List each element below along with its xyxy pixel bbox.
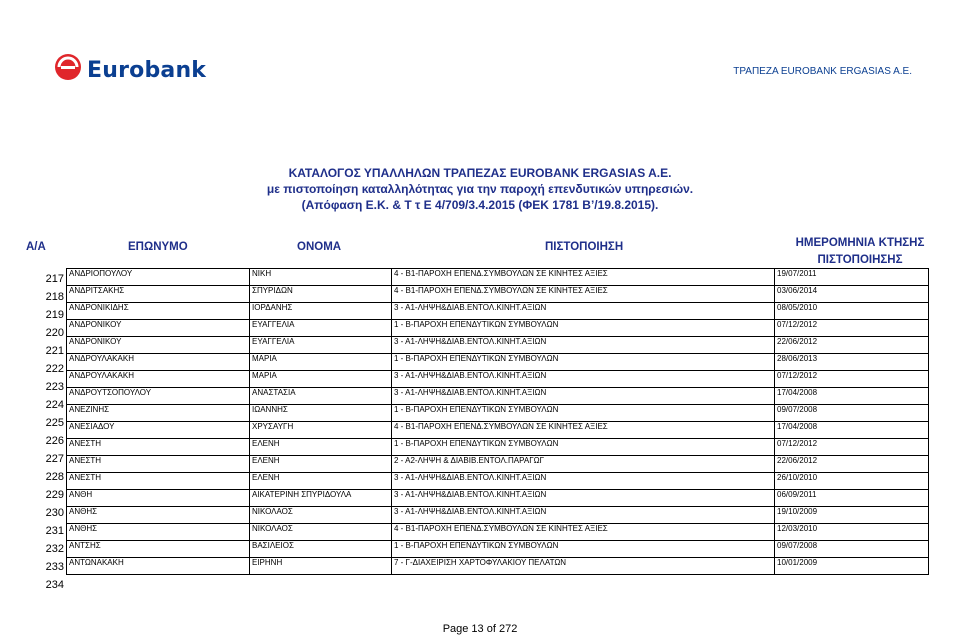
cell-name: ΝΙΚΗ: [250, 269, 392, 286]
cell-date: 07/12/2012: [775, 439, 929, 456]
cell-date: 26/10/2010: [775, 473, 929, 490]
cell-surname: ΑΝΔΡΟΝΙΚΟΥ: [67, 320, 250, 337]
row-number: 230: [45, 507, 64, 519]
cell-certification: 4 - Β1-ΠΑΡΟΧΗ ΕΠΕΝΔ.ΣΥΜΒΟΥΛΩΝ ΣΕ ΚΙΝΗΤΕΣ ΑΞΙΕΣ: [392, 422, 775, 439]
table-row: [67, 269, 929, 286]
cell-date: 17/04/2008: [775, 422, 929, 439]
table-row: [67, 337, 929, 354]
row-number: 232: [45, 543, 64, 555]
cell-certification: 1 - Β-ΠΑΡΟΧΗ ΕΠΕΝΔΥΤΙΚΩΝ ΣΥΜΒΟΥΛΩΝ: [392, 405, 775, 422]
table-row: [67, 286, 929, 303]
document-title: [0, 165, 960, 213]
cell-date: 07/12/2012: [775, 371, 929, 388]
row-number: 217: [45, 273, 64, 285]
cell-date: 03/06/2014: [775, 286, 929, 303]
table-row: [67, 320, 929, 337]
cell-name: ΧΡΥΣΑΥΓΗ: [250, 422, 392, 439]
cell-surname: ΑΝΕΣΤΗ: [67, 473, 250, 490]
row-number: 227: [45, 453, 64, 465]
row-number: 222: [45, 363, 64, 375]
cell-name: ΑΝΑΣΤΑΣΙΑ: [250, 388, 392, 405]
table-row: [67, 507, 929, 524]
cell-surname: ΑΝΔΡΟΥΛΑΚΑΚΗ: [67, 371, 250, 388]
cell-name: ΑΙΚΑΤΕΡΙΝΗ ΣΠΥΡΙΔΟΥΛΑ: [250, 490, 392, 507]
column-header-date-line2: ΠΙΣΤΟΠΟΙΗΣΗΣ: [817, 254, 903, 266]
cell-name: ΒΑΣΙΛΕΙΟΣ: [250, 541, 392, 558]
table-row: [67, 524, 929, 541]
cell-surname: ΑΝΕΣΙΑΔΟΥ: [67, 422, 250, 439]
cell-surname: ΑΝΤΣΗΣ: [67, 541, 250, 558]
row-number: 231: [45, 525, 64, 537]
table-row: [67, 371, 929, 388]
cell-name: ΕΥΑΓΓΕΛΙΑ: [250, 320, 392, 337]
logo-text: Eurobank: [87, 58, 207, 83]
cell-certification: 3 - Α1-ΛΗΨΗ&ΔΙΑΒ.ΕΝΤΟΛ.ΚΙΝΗΤ.ΑΞΙΩΝ: [392, 388, 775, 405]
cell-name: ΝΙΚΟΛΑΟΣ: [250, 524, 392, 541]
cell-name: ΣΠΥΡΙΔΩΝ: [250, 286, 392, 303]
cell-certification: 2 - Α2-ΛΗΨΗ & ΔΙΑΒΙΒ.ΕΝΤΟΛ.ΠΑΡΑΓΩΓ: [392, 456, 775, 473]
cell-date: 28/06/2013: [775, 354, 929, 371]
row-number: 226: [45, 435, 64, 447]
cell-date: 09/07/2008: [775, 541, 929, 558]
cell-name: ΜΑΡΙΑ: [250, 354, 392, 371]
cell-surname: ΑΝΕΣΤΗ: [67, 439, 250, 456]
cell-name: ΕΛΕΝΗ: [250, 439, 392, 456]
cell-surname: ΑΝΤΩΝΑΚΑΚΗ: [67, 558, 250, 575]
row-number: 220: [45, 327, 64, 339]
cell-name: ΙΟΡΔΑΝΗΣ: [250, 303, 392, 320]
company-name: ΤΡΑΠΕΖΑ EUROBANK ERGASIAS A.E.: [733, 66, 912, 77]
employees-table: [66, 268, 929, 575]
cell-surname: ΑΝΘΗΣ: [67, 507, 250, 524]
cell-certification: 4 - Β1-ΠΑΡΟΧΗ ΕΠΕΝΔ.ΣΥΜΒΟΥΛΩΝ ΣΕ ΚΙΝΗΤΕΣ ΑΞΙΕΣ: [392, 286, 775, 303]
row-number: 218: [45, 291, 64, 303]
row-number: 223: [45, 381, 64, 393]
cell-date: 09/07/2008: [775, 405, 929, 422]
cell-certification: 3 - Α1-ΛΗΨΗ&ΔΙΑΒ.ΕΝΤΟΛ.ΚΙΝΗΤ.ΑΞΙΩΝ: [392, 371, 775, 388]
cell-surname: ΑΝΕΣΤΗ: [67, 456, 250, 473]
cell-certification: 4 - Β1-ΠΑΡΟΧΗ ΕΠΕΝΔ.ΣΥΜΒΟΥΛΩΝ ΣΕ ΚΙΝΗΤΕΣ ΑΞΙΕΣ: [392, 524, 775, 541]
title-line-1: ΚΑΤΑΛΟΓΟΣ ΥΠΑΛΛΗΛΩΝ ΤΡΑΠΕΖΑΣ EUROBANK ERGASIAS A.E.: [288, 166, 672, 180]
cell-surname: ΑΝΔΡΟΝΙΚΙΔΗΣ: [67, 303, 250, 320]
cell-surname: ΑΝΕΖΙΝΗΣ: [67, 405, 250, 422]
cell-certification: 1 - Β-ΠΑΡΟΧΗ ΕΠΕΝΔΥΤΙΚΩΝ ΣΥΜΒΟΥΛΩΝ: [392, 541, 775, 558]
title-line-2: με πιστοποίηση καταλληλότητας για την παροχή επενδυτικών υπηρεσιών.: [266, 182, 694, 196]
cell-certification: 3 - Α1-ΛΗΨΗ&ΔΙΑΒ.ΕΝΤΟΛ.ΚΙΝΗΤ.ΑΞΙΩΝ: [392, 473, 775, 490]
cell-date: 22/06/2012: [775, 456, 929, 473]
title-line-3: (Απόφαση Ε.Κ. & Τ τ Ε 4/709/3.4.2015 (ΦΕΚ 1781 Β’/19.8.2015).: [301, 198, 659, 212]
table-row: [67, 558, 929, 575]
column-header-aa: Α/Α: [26, 241, 46, 253]
cell-date: 19/07/2011: [775, 269, 929, 286]
table-row: [67, 456, 929, 473]
column-header-date-line1: ΗΜΕΡΟΜΗΝΙΑ ΚΤΗΣΗΣ: [795, 237, 925, 249]
table-row: [67, 303, 929, 320]
row-number: 221: [45, 345, 64, 357]
table-row: [67, 473, 929, 490]
cell-date: 07/12/2012: [775, 320, 929, 337]
cell-surname: ΑΝΔΡΟΥΤΣΟΠΟΥΛΟΥ: [67, 388, 250, 405]
cell-certification: 1 - Β-ΠΑΡΟΧΗ ΕΠΕΝΔΥΤΙΚΩΝ ΣΥΜΒΟΥΛΩΝ: [392, 354, 775, 371]
table-row: [67, 422, 929, 439]
cell-certification: 7 - Γ-ΔΙΑΧΕΙΡΙΣΗ ΧΑΡΤΟΦΥΛΑΚΙΟΥ ΠΕΛΑΤΩΝ: [392, 558, 775, 575]
cell-surname: ΑΝΔΡΙΟΠΟΥΛΟΥ: [67, 269, 250, 286]
row-number: 219: [45, 309, 64, 321]
cell-name: ΝΙΚΟΛΑΟΣ: [250, 507, 392, 524]
column-header-date: [785, 235, 935, 269]
cell-certification: 3 - Α1-ΛΗΨΗ&ΔΙΑΒ.ΕΝΤΟΛ.ΚΙΝΗΤ.ΑΞΙΩΝ: [392, 303, 775, 320]
eurobank-logo-icon: [53, 50, 83, 94]
cell-name: ΕΛΕΝΗ: [250, 473, 392, 490]
table-row: [67, 354, 929, 371]
table-row: [67, 490, 929, 507]
cell-date: 10/01/2009: [775, 558, 929, 575]
cell-surname: ΑΝΔΡΟΝΙΚΟΥ: [67, 337, 250, 354]
table-row: [67, 439, 929, 456]
cell-surname: ΑΝΘΗΣ: [67, 524, 250, 541]
cell-name: ΙΩΑΝΝΗΣ: [250, 405, 392, 422]
cell-name: ΜΑΡΙΑ: [250, 371, 392, 388]
table-row: [67, 405, 929, 422]
page-number: Page 13 of 272: [442, 623, 518, 635]
cell-date: 22/06/2012: [775, 337, 929, 354]
cell-certification: 3 - Α1-ΛΗΨΗ&ΔΙΑΒ.ΕΝΤΟΛ.ΚΙΝΗΤ.ΑΞΙΩΝ: [392, 507, 775, 524]
eurobank-logo: [53, 50, 223, 94]
column-header-cert: ΠΙΣΤΟΠΟΙΗΣΗ: [545, 241, 624, 253]
row-number: 224: [45, 399, 64, 411]
cell-certification: 3 - Α1-ΛΗΨΗ&ΔΙΑΒ.ΕΝΤΟΛ.ΚΙΝΗΤ.ΑΞΙΩΝ: [392, 337, 775, 354]
table-row: [67, 388, 929, 405]
cell-date: 08/05/2010: [775, 303, 929, 320]
row-number: 233: [45, 561, 64, 573]
cell-date: 06/09/2011: [775, 490, 929, 507]
row-number: 229: [45, 489, 64, 501]
cell-name: ΕΥΑΓΓΕΛΙΑ: [250, 337, 392, 354]
cell-date: 19/10/2009: [775, 507, 929, 524]
cell-surname: ΑΝΘΗ: [67, 490, 250, 507]
cell-surname: ΑΝΔΡΙΤΣΑΚΗΣ: [67, 286, 250, 303]
cell-name: ΕΛΕΝΗ: [250, 456, 392, 473]
column-header-name: ΟΝΟΜΑ: [297, 241, 342, 253]
cell-date: 12/03/2010: [775, 524, 929, 541]
cell-certification: 4 - Β1-ΠΑΡΟΧΗ ΕΠΕΝΔ.ΣΥΜΒΟΥΛΩΝ ΣΕ ΚΙΝΗΤΕΣ ΑΞΙΕΣ: [392, 269, 775, 286]
cell-surname: ΑΝΔΡΟΥΛΑΚΑΚΗ: [67, 354, 250, 371]
row-number: 228: [45, 471, 64, 483]
row-number: 234: [45, 579, 64, 591]
cell-certification: 1 - Β-ΠΑΡΟΧΗ ΕΠΕΝΔΥΤΙΚΩΝ ΣΥΜΒΟΥΛΩΝ: [392, 439, 775, 456]
cell-date: 17/04/2008: [775, 388, 929, 405]
cell-certification: 3 - Α1-ΛΗΨΗ&ΔΙΑΒ.ΕΝΤΟΛ.ΚΙΝΗΤ.ΑΞΙΩΝ: [392, 490, 775, 507]
row-number: 225: [45, 417, 64, 429]
cell-certification: 1 - Β-ΠΑΡΟΧΗ ΕΠΕΝΔΥΤΙΚΩΝ ΣΥΜΒΟΥΛΩΝ: [392, 320, 775, 337]
column-header-surname: ΕΠΩΝΥΜΟ: [128, 241, 188, 253]
table-row: [67, 541, 929, 558]
cell-name: ΕΙΡΗΝΗ: [250, 558, 392, 575]
